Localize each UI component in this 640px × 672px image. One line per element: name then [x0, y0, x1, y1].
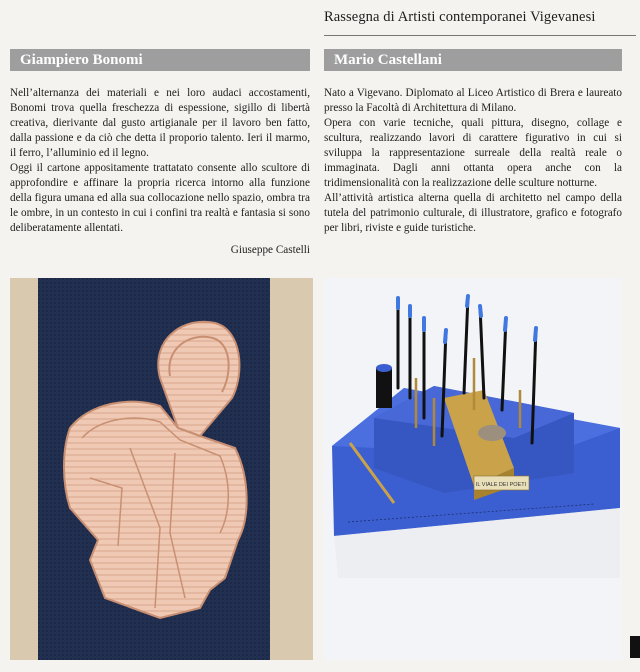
castellani-artwork-photo [324, 278, 622, 660]
artist-name-bar-castellani: Mario Castellani [324, 49, 622, 71]
page-edge-marker [630, 636, 640, 658]
castellani-paragraph-1: Nato a Vigevano. Diplomato al Liceo Artistico di Brera e laureato presso la Facoltà di Architettura di Milano. [324, 87, 622, 114]
plaque-text: IL VIALE DEI POETI [475, 482, 527, 488]
signature: Giuseppe Castelli [230, 244, 310, 256]
bonomi-paragraph-2: Oggi il cartone appositamente trattatato consente allo scultore di approfondire e affinare la propria ricerca intorno alla funzione della figura umana ed alla sua collocazione nello spazio, ombra tra le ombre, in un contesto in cui i confini tra realtà e fantasia si sono deliberatamente allentati. [10, 162, 310, 234]
castellani-text [324, 86, 622, 236]
bonomi-text [10, 86, 310, 236]
castellani-paragraph-2: Opera con varie tecniche, quali pittura, disegno, collage e scultura, realizzando lavori di carattere figurativo in cui si sviluppa la rappresentazione surreale della realtà reale o immaginata. Dagli anni ottanta opera anche con la tridimensionalità con la realizzazione delle sculture notturne. [324, 117, 622, 189]
bonomi-artwork-photo [10, 278, 313, 660]
cardboard-bust-image [10, 278, 313, 660]
castellani-paragraph-3: All’attività artistica alterna quella di architetto nel campo della tutela del patrimonio culturale, di illustratore, grafico e fotografo per libri, riviste e guide turistiche. [324, 192, 622, 234]
sculpture-image [324, 278, 622, 660]
bonomi-paragraph-1: Nell’alternanza dei materiali e nei loro audaci accostamenti, Bonomi trova quella freschezza di espessione, sigillo di libertà creativa, dierivante dal gusto artigianale per il lavoro ben fatto, dalla passione e da ciò che detta il proporio talento. Ieri il marmo, il ferro, l’alluminio ed il legno. [10, 87, 310, 159]
magazine-header: Rassegna di Artisti contemporanei Vigevanesi [324, 9, 636, 36]
artist-name-bar-bonomi: Giampiero Bonomi [10, 49, 310, 71]
